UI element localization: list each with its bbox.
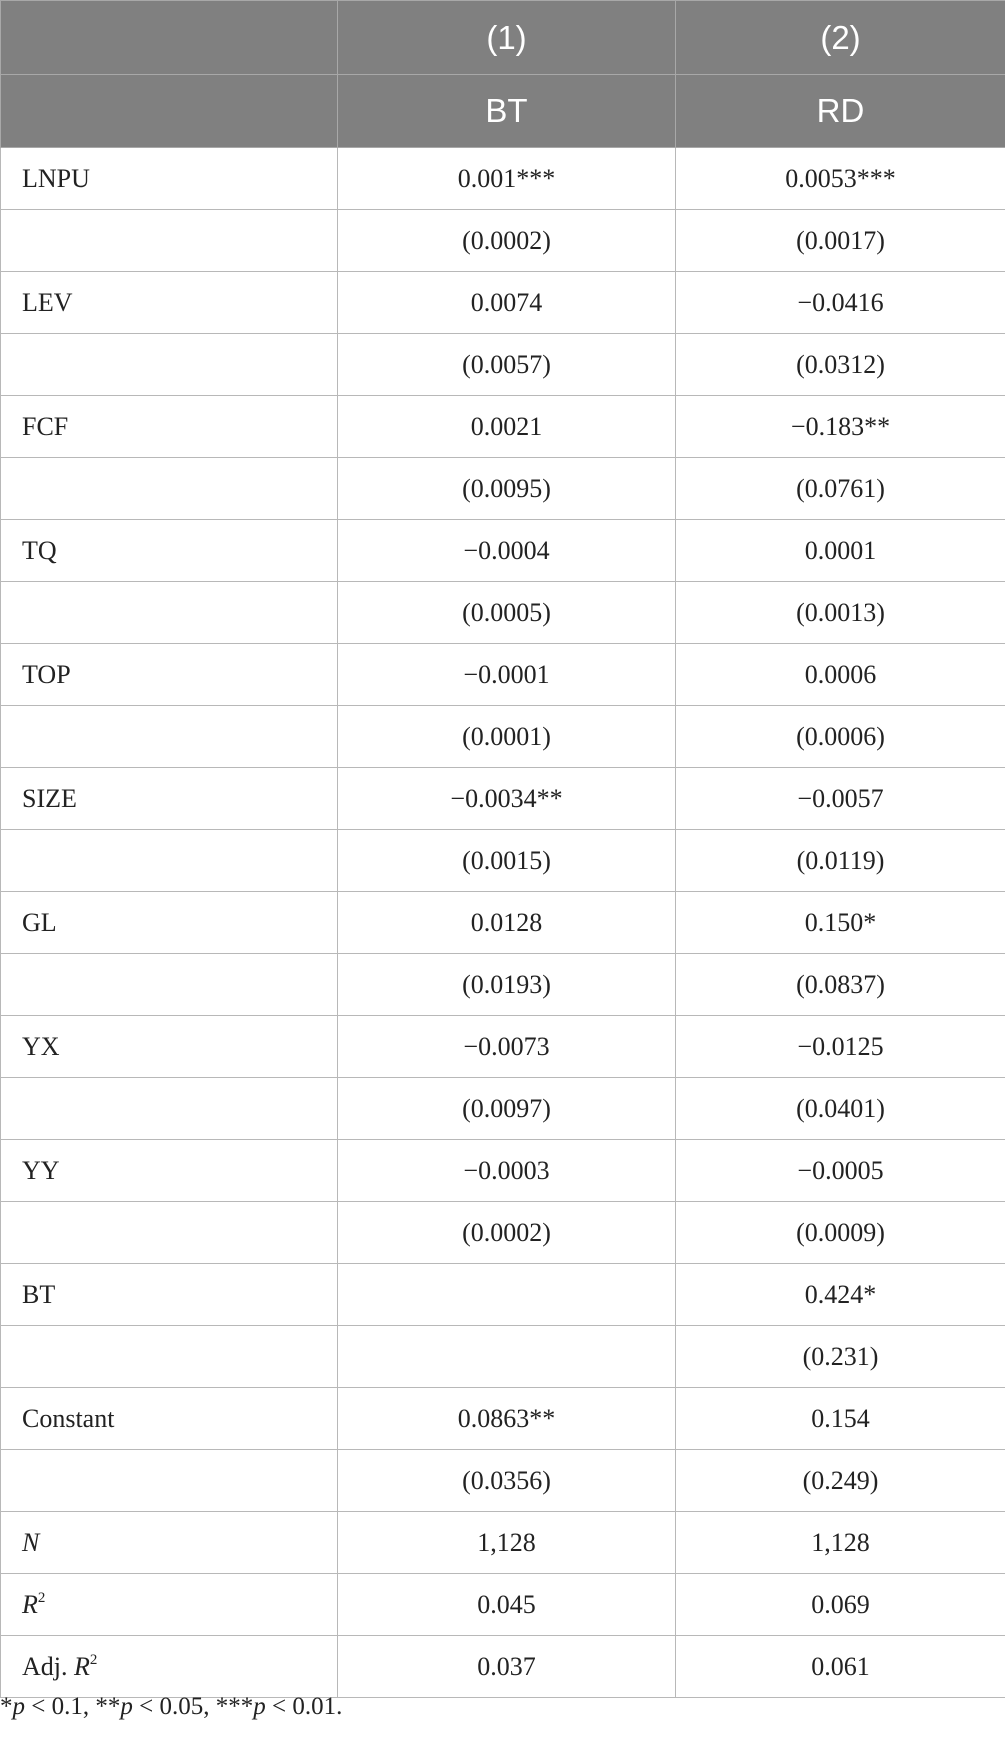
row-label: LNPU bbox=[1, 148, 338, 210]
table-row bbox=[1, 272, 1005, 334]
cell-model-2: (0.0013) bbox=[676, 582, 1005, 644]
r-symbol: R bbox=[22, 1589, 38, 1619]
cell-model-2: −0.0005 bbox=[676, 1140, 1005, 1202]
row-label bbox=[1, 458, 338, 520]
table-row bbox=[1, 1140, 1005, 1202]
row-label: YX bbox=[1, 1016, 338, 1078]
cell-model-1: −0.0001 bbox=[338, 644, 676, 706]
row-label: YY bbox=[1, 1140, 338, 1202]
cell-model-2: 0.061 bbox=[676, 1636, 1005, 1698]
row-label bbox=[1, 706, 338, 768]
table-row bbox=[1, 458, 1005, 520]
row-label bbox=[1, 954, 338, 1016]
table-row bbox=[1, 1450, 1005, 1512]
table-row bbox=[1, 1202, 1005, 1264]
cell-model-1: (0.0002) bbox=[338, 210, 676, 272]
stats-row-adj-r2 bbox=[1, 1636, 1005, 1698]
table-row bbox=[1, 520, 1005, 582]
table-row bbox=[1, 830, 1005, 892]
table-row bbox=[1, 644, 1005, 706]
cell-model-1 bbox=[338, 1326, 676, 1388]
row-label: Constant bbox=[1, 1388, 338, 1450]
row-label-n bbox=[1, 1512, 338, 1574]
table-body bbox=[1, 148, 1005, 1698]
header-model-1: (1) bbox=[338, 1, 676, 75]
row-label bbox=[1, 1078, 338, 1140]
cell-model-1: −0.0003 bbox=[338, 1140, 676, 1202]
squared-superscript: 2 bbox=[37, 1589, 46, 1606]
row-label bbox=[1, 210, 338, 272]
cell-model-2: (0.0837) bbox=[676, 954, 1005, 1016]
cell-model-2: 0.0006 bbox=[676, 644, 1005, 706]
table-header bbox=[1, 1, 1005, 148]
cell-model-1: −0.0073 bbox=[338, 1016, 676, 1078]
header-model-2: (2) bbox=[676, 1, 1005, 75]
stats-row-n bbox=[1, 1512, 1005, 1574]
cell-model-1: (0.0356) bbox=[338, 1450, 676, 1512]
cell-model-1: (0.0002) bbox=[338, 1202, 676, 1264]
row-label: LEV bbox=[1, 272, 338, 334]
cell-model-1: (0.0057) bbox=[338, 334, 676, 396]
n-symbol: N bbox=[22, 1527, 40, 1557]
cell-model-2: (0.0312) bbox=[676, 334, 1005, 396]
table-row bbox=[1, 582, 1005, 644]
row-label bbox=[1, 1326, 338, 1388]
significance-footnote bbox=[0, 1693, 342, 1721]
cell-model-1: 0.0863** bbox=[338, 1388, 676, 1450]
cell-model-1: (0.0015) bbox=[338, 830, 676, 892]
r-symbol: R bbox=[74, 1651, 90, 1681]
table-row bbox=[1, 892, 1005, 954]
header-corner-cell bbox=[1, 1, 338, 75]
table-row bbox=[1, 148, 1005, 210]
cell-model-2: −0.183** bbox=[676, 396, 1005, 458]
table-row bbox=[1, 954, 1005, 1016]
stats-row-r2 bbox=[1, 1574, 1005, 1636]
row-label: BT bbox=[1, 1264, 338, 1326]
cell-model-2: 0.424* bbox=[676, 1264, 1005, 1326]
cell-model-1: 0.037 bbox=[338, 1636, 676, 1698]
table-row bbox=[1, 1326, 1005, 1388]
header-depvar-2: RD bbox=[676, 75, 1005, 148]
cell-model-1: 0.0128 bbox=[338, 892, 676, 954]
table-row bbox=[1, 1078, 1005, 1140]
cell-model-2: (0.0017) bbox=[676, 210, 1005, 272]
cell-model-2: 0.150* bbox=[676, 892, 1005, 954]
cell-model-1: (0.0001) bbox=[338, 706, 676, 768]
row-label-r2 bbox=[1, 1574, 338, 1636]
row-label: TQ bbox=[1, 520, 338, 582]
table-row bbox=[1, 210, 1005, 272]
cell-model-1: 1,128 bbox=[338, 1512, 676, 1574]
header-depvar-1: BT bbox=[338, 75, 676, 148]
cell-model-2: (0.231) bbox=[676, 1326, 1005, 1388]
footnote-p: p bbox=[253, 1693, 266, 1720]
footnote-text: < 0.1, ** bbox=[25, 1693, 121, 1720]
cell-model-1: −0.0034** bbox=[338, 768, 676, 830]
table-row bbox=[1, 1016, 1005, 1078]
cell-model-2: 0.0053*** bbox=[676, 148, 1005, 210]
table-row bbox=[1, 334, 1005, 396]
row-label bbox=[1, 334, 338, 396]
row-label: SIZE bbox=[1, 768, 338, 830]
footnote-text: < 0.05, *** bbox=[132, 1693, 254, 1720]
footnote-star: * bbox=[0, 1693, 13, 1720]
cell-model-2: −0.0416 bbox=[676, 272, 1005, 334]
row-label: TOP bbox=[1, 644, 338, 706]
cell-model-1: 0.0021 bbox=[338, 396, 676, 458]
footnote-text: < 0.01. bbox=[265, 1693, 343, 1720]
table-row bbox=[1, 1388, 1005, 1450]
adj-prefix: Adj. bbox=[22, 1651, 74, 1681]
header-row-dependent-vars bbox=[1, 75, 1005, 148]
row-label bbox=[1, 830, 338, 892]
cell-model-2: (0.0119) bbox=[676, 830, 1005, 892]
cell-model-2: (0.0009) bbox=[676, 1202, 1005, 1264]
row-label bbox=[1, 1202, 338, 1264]
cell-model-1: −0.0004 bbox=[338, 520, 676, 582]
cell-model-2: (0.0401) bbox=[676, 1078, 1005, 1140]
cell-model-1: (0.0193) bbox=[338, 954, 676, 1016]
squared-superscript: 2 bbox=[89, 1651, 98, 1668]
table-row bbox=[1, 1264, 1005, 1326]
footnote-p: p bbox=[12, 1693, 25, 1720]
cell-model-2: (0.0006) bbox=[676, 706, 1005, 768]
row-label-adj-r2 bbox=[1, 1636, 338, 1698]
cell-model-1: 0.0074 bbox=[338, 272, 676, 334]
row-label: GL bbox=[1, 892, 338, 954]
cell-model-2: (0.0761) bbox=[676, 458, 1005, 520]
header-row-model-numbers bbox=[1, 1, 1005, 75]
row-label: FCF bbox=[1, 396, 338, 458]
table-row bbox=[1, 706, 1005, 768]
header-corner-cell-2 bbox=[1, 75, 338, 148]
cell-model-2: 0.0001 bbox=[676, 520, 1005, 582]
cell-model-2: 0.069 bbox=[676, 1574, 1005, 1636]
cell-model-1: (0.0095) bbox=[338, 458, 676, 520]
table-row bbox=[1, 396, 1005, 458]
row-label bbox=[1, 582, 338, 644]
cell-model-1: (0.0097) bbox=[338, 1078, 676, 1140]
table-row bbox=[1, 768, 1005, 830]
cell-model-1: 0.045 bbox=[338, 1574, 676, 1636]
cell-model-1: (0.0005) bbox=[338, 582, 676, 644]
footnote-p: p bbox=[120, 1693, 133, 1720]
cell-model-2: −0.0125 bbox=[676, 1016, 1005, 1078]
cell-model-1 bbox=[338, 1264, 676, 1326]
cell-model-2: 1,128 bbox=[676, 1512, 1005, 1574]
row-label bbox=[1, 1450, 338, 1512]
cell-model-2: 0.154 bbox=[676, 1388, 1005, 1450]
cell-model-1: 0.001*** bbox=[338, 148, 676, 210]
cell-model-2: (0.249) bbox=[676, 1450, 1005, 1512]
cell-model-2: −0.0057 bbox=[676, 768, 1005, 830]
